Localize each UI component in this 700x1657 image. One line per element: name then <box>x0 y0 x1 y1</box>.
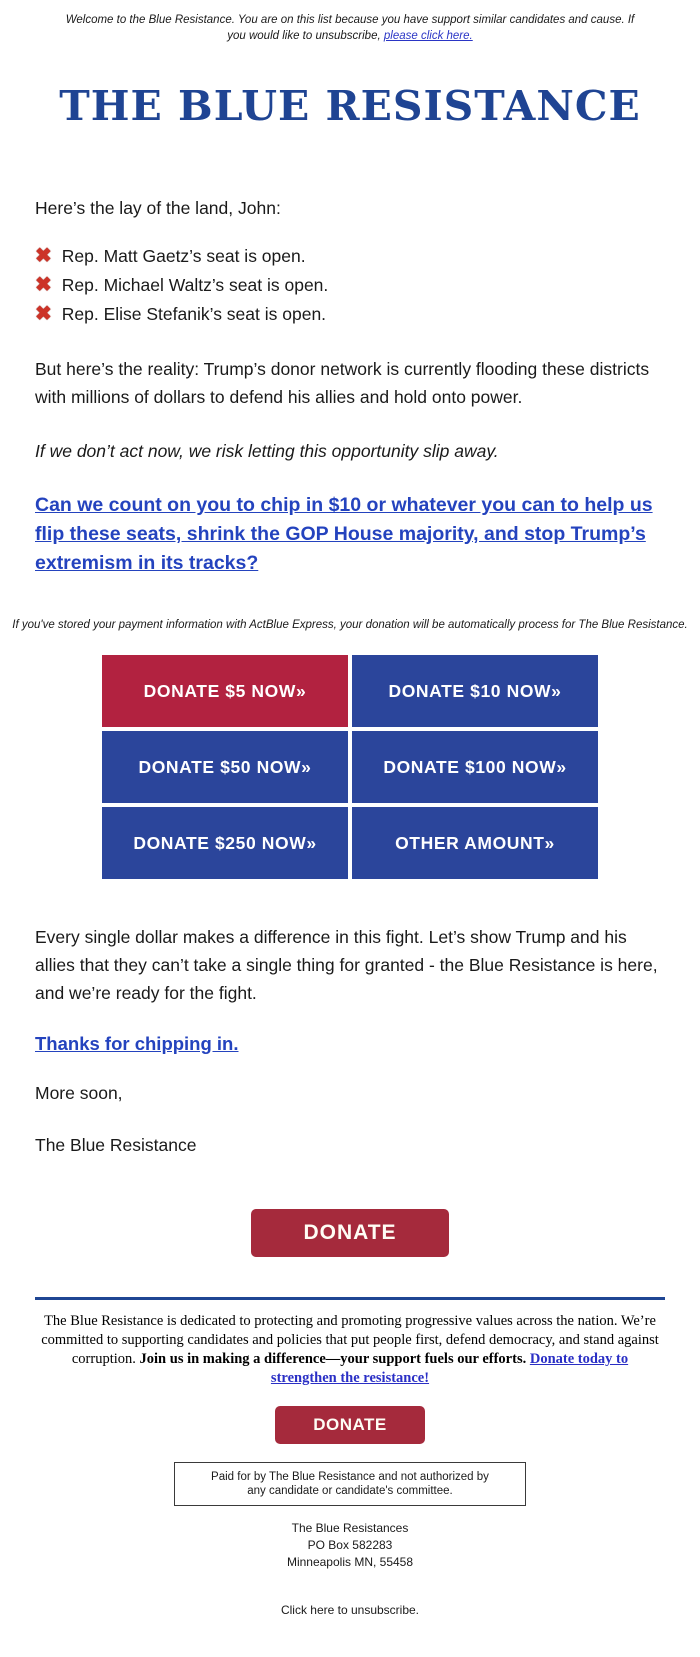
donate-10-button[interactable]: DONATE $10 NOW» <box>352 655 598 727</box>
red-x-icon: ✖ <box>35 245 52 267</box>
organization-address <box>0 1520 700 1571</box>
donate-amount-grid <box>102 655 598 879</box>
actblue-fine-print: If you've stored your payment information with ActBlue Express, your donation will be automatically process for The Blue Resistance. <box>12 619 688 631</box>
address-po-box: PO Box 582283 <box>307 1538 393 1552</box>
list-item <box>35 271 665 300</box>
donate-5-button[interactable]: DONATE $5 NOW» <box>102 655 348 727</box>
donate-button-secondary[interactable]: DONATE <box>275 1406 425 1444</box>
top-disclaimer <box>0 12 700 44</box>
address-city-state-zip: Minneapolis MN, 55458 <box>286 1555 414 1569</box>
list-item-text: Rep. Matt Gaetz’s seat is open. <box>61 246 306 266</box>
unsubscribe-bottom-link[interactable]: Click here to unsubscribe. <box>280 1603 420 1617</box>
list-item <box>35 242 665 271</box>
donate-button-primary[interactable]: DONATE <box>251 1209 448 1257</box>
reality-paragraph: But here’s the reality: Trump’s donor network is currently flooding these districts with millions of dollars to defend his allies and hold onto power. <box>35 359 650 407</box>
about-bold-text: Join us in making a difference—your support fuels our efforts. <box>139 1351 530 1367</box>
donate-50-button[interactable]: DONATE $50 NOW» <box>102 731 348 803</box>
red-x-icon: ✖ <box>35 303 52 325</box>
chip-in-cta-link[interactable]: Can we count on you to chip in $10 or whatever you can to help us flip these seats, shrink the GOP House majority, and stop Trump’s extremism in its tracks? <box>35 494 653 574</box>
about-text: The Blue Resistance is dedicated to protecting and promoting progressive values across the nation. We’re committed to supporting candidates and policies that put people first, defend democracy, and stand against corruption. <box>41 1313 659 1367</box>
other-amount-button[interactable]: OTHER AMOUNT» <box>352 807 598 879</box>
list-item-text: Rep. Elise Stefanik’s seat is open. <box>61 304 327 324</box>
divider-line <box>35 1297 665 1300</box>
top-disclaimer-text: Welcome to the Blue Resistance. You are on this list because you have support similar candidates and cause. If you would like to unsubscribe, <box>65 14 635 42</box>
every-dollar-paragraph: Every single dollar makes a difference in this fight. Let’s show Trump and his allies that they can’t take a single thing for granted - the Blue Resistance is here, and we’re ready for the fight. <box>35 927 658 1003</box>
donate-today-link[interactable]: Donate today to strengthen the resistance! <box>270 1351 629 1386</box>
red-x-icon: ✖ <box>35 274 52 296</box>
thanks-link[interactable]: Thanks for chipping in. <box>35 1033 239 1054</box>
page-title: THE BLUE RESISTANCE <box>59 82 641 130</box>
donate-250-button[interactable]: DONATE $250 NOW» <box>102 807 348 879</box>
unsubscribe-top-link[interactable]: please click here. <box>383 30 473 42</box>
urgency-paragraph: If we don’t act now, we risk letting this opportunity slip away. <box>35 441 499 461</box>
signature-text: The Blue Resistance <box>35 1135 197 1155</box>
address-org-name: The Blue Resistances <box>291 1521 409 1535</box>
donate-100-button[interactable]: DONATE $100 NOW» <box>352 731 598 803</box>
paid-for-line1: Paid for by The Blue Resistance and not authorized by <box>211 1471 489 1483</box>
greeting-paragraph: Here’s the lay of the land, John: <box>35 198 281 218</box>
more-soon-text: More soon, <box>35 1083 123 1103</box>
paid-for-disclaimer-box <box>174 1462 526 1506</box>
paid-for-line2: any candidate or candidate's committee. <box>247 1485 453 1497</box>
about-paragraph <box>0 1312 700 1388</box>
open-seat-list <box>35 242 665 329</box>
list-item-text: Rep. Michael Waltz’s seat is open. <box>61 275 329 295</box>
list-item <box>35 300 665 329</box>
